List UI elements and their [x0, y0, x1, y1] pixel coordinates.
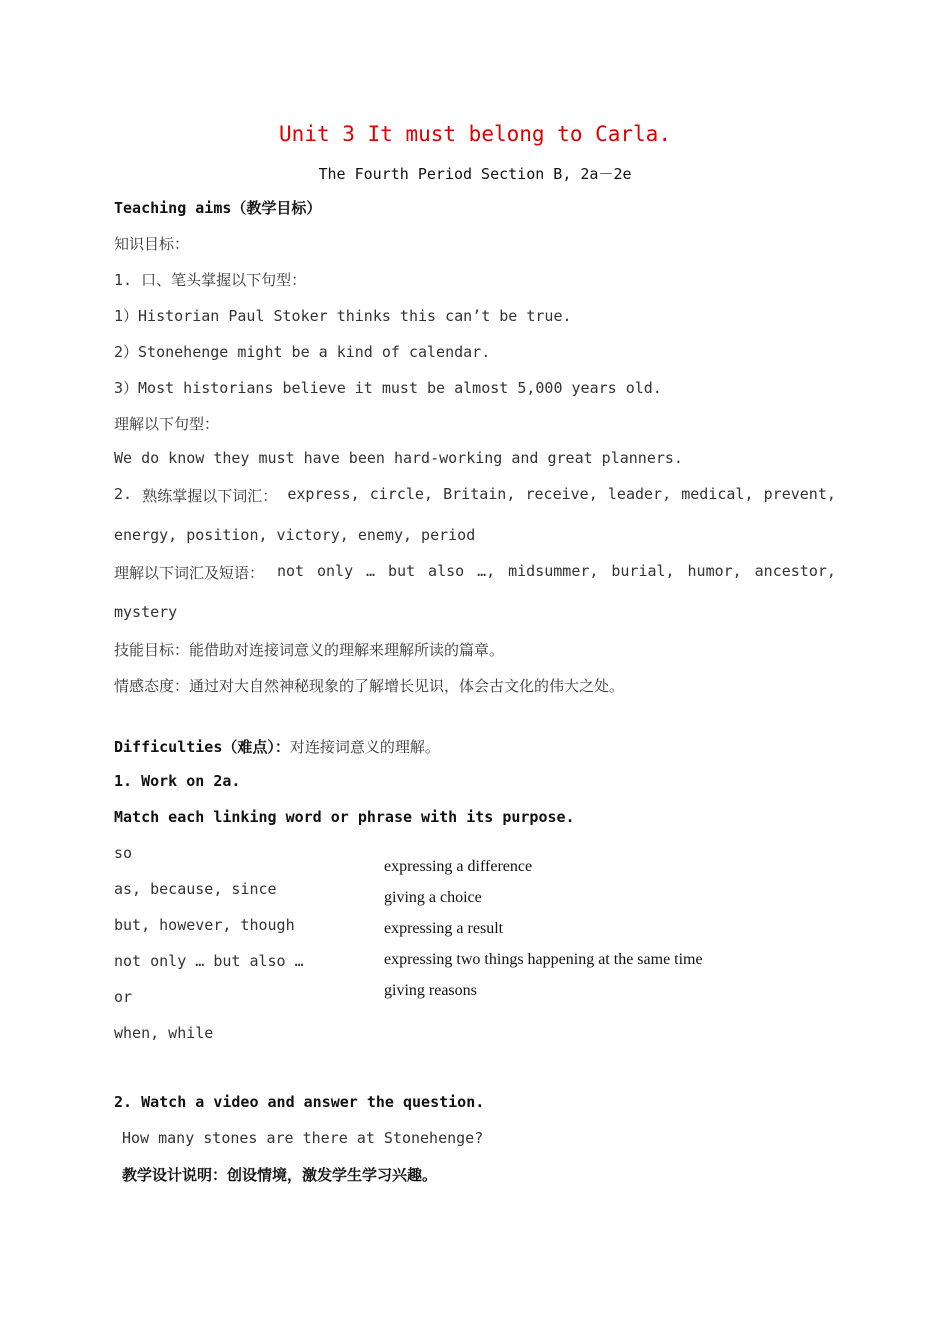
phrase-word: humor,	[687, 562, 742, 580]
linking-word: when, while	[114, 1024, 214, 1042]
linking-word: or	[114, 988, 133, 1006]
understand-sentence: We do know they must have been hard-working and great planners.	[114, 449, 683, 467]
phrase-word: 理解以下词汇及短语：	[114, 564, 265, 582]
document-title: Unit 3 It must belong to Carla.	[279, 122, 671, 146]
purpose: expressing two things happening at the same time	[384, 951, 703, 968]
sentence-1: 1）Historian Paul Stoker thinks this can’t be true.	[114, 307, 572, 325]
purpose: expressing a result	[384, 920, 504, 937]
vocab-line-1	[114, 485, 836, 506]
vocab-word: medical,	[681, 485, 754, 503]
purpose: giving a choice	[384, 889, 482, 906]
linking-word: not only … but also …	[114, 952, 304, 970]
teaching-aims-heading: Teaching aims（教学目标）	[114, 199, 322, 217]
vocab-word: receive,	[525, 485, 598, 503]
vocab-word: Britain,	[443, 485, 516, 503]
vocab-word: 2.	[114, 485, 133, 503]
task-1-instruction: Match each linking word or phrase with its purpose.	[114, 808, 575, 826]
attitude-goal: 情感态度：通过对大自然神秘现象的了解增长见识，体会古文化的伟大之处。	[114, 677, 625, 695]
document-subtitle: The Fourth Period Section B, 2a－2e	[318, 165, 632, 183]
vocab-word: express,	[287, 485, 360, 503]
vocab-word: 熟练掌握以下词汇：	[142, 487, 278, 505]
vocab-word: leader,	[607, 485, 672, 503]
sentence-2: 2）Stonehenge might be a kind of calendar.	[114, 343, 491, 361]
difficulties	[114, 736, 440, 757]
task-2-question: How many stones are there at Stonehenge?	[122, 1129, 484, 1147]
linking-word: but, however, though	[114, 916, 295, 934]
phrase-word: midsummer,	[508, 562, 599, 580]
task-1-heading: 1. Work on 2a.	[114, 772, 241, 790]
phrase-word: …,	[477, 562, 496, 580]
task-2-heading: 2. Watch a video and answer the question.	[114, 1093, 485, 1111]
phrase-word: but	[388, 562, 416, 580]
sentence-3: 3）Most historians believe it must be almost 5,000 years old.	[114, 379, 662, 397]
phrase-word: also	[428, 562, 465, 580]
linking-word: as, because, since	[114, 880, 277, 898]
phrase-word: burial,	[611, 562, 675, 580]
phrase-word: only	[316, 562, 354, 580]
difficulties-label: Difficulties（难点）：	[114, 738, 290, 756]
difficulties-text: 对连接词意义的理解。	[289, 738, 440, 756]
purpose: giving reasons	[384, 982, 477, 999]
understand-sentences-heading: 理解以下句型：	[114, 415, 220, 433]
vocab-word: prevent,	[763, 485, 836, 503]
phrase-word: not	[276, 562, 305, 580]
vocab-line-2: energy, position, victory, enemy, period	[114, 526, 476, 544]
vocab-word: circle,	[369, 485, 433, 503]
purpose: expressing a difference	[384, 858, 533, 875]
knowledge-heading: 知识目标：	[114, 235, 190, 253]
phrase-word: …	[366, 562, 376, 580]
phrase-word: ancestor,	[754, 562, 836, 580]
point-1: 1. 口、笔头掌握以下句型：	[114, 271, 307, 289]
phrases-line-1	[114, 562, 836, 583]
phrases-line-2: mystery	[114, 603, 178, 621]
design-note: 教学设计说明：创设情境，激发学生学习兴趣。	[122, 1166, 438, 1184]
linking-word: so	[114, 844, 133, 862]
skill-goal: 技能目标：能借助对连接词意义的理解来理解所读的篇章。	[114, 641, 505, 659]
